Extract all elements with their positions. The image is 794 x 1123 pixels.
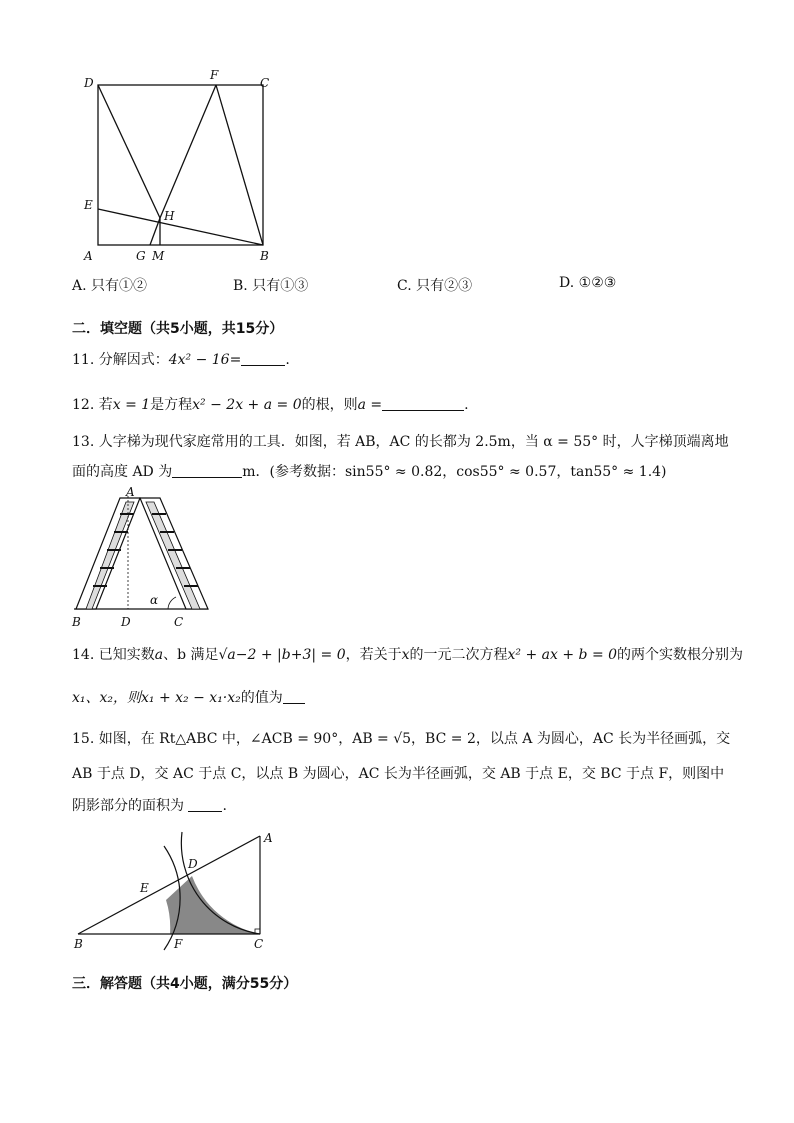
question-15-line1: 15. 如图，在 Rt△ABC 中，∠ACB = 90°，AB = √5，BC = 2，以点 A 为圆心，AC 长为半径画弧，交 — [72, 731, 731, 747]
label-e: E — [140, 881, 149, 895]
question-13-line2: 面的高度 AD 为 m．(参考数据：sin55° ≈ 0.82，cos55° ≈ 0.57，tan55° ≈ 1.4) — [72, 464, 667, 480]
label-f: F — [210, 68, 219, 82]
label-g: G — [136, 249, 146, 263]
label-d: D — [84, 76, 94, 90]
label-h: H — [164, 209, 175, 223]
question-14-line2: x₁、x₂，则x₁ + x₂ − x₁·x₂的值为 — [72, 688, 305, 708]
label-d: D — [188, 857, 198, 871]
option-d: D. ①②③ — [559, 275, 617, 291]
option-c: C. 只有②③ — [397, 278, 473, 294]
label-m: M — [152, 249, 165, 263]
label-f: F — [174, 937, 183, 951]
option-a: A. 只有①② — [72, 278, 148, 294]
label-a: A — [126, 485, 135, 499]
label-c: C — [260, 76, 270, 90]
square-figure — [78, 66, 278, 266]
question-14-line1: 14. 已知实数a、b 满足√a−2 + |b+3| = 0，若关于x的一元二次方程x² + ax + b = 0的两个实数根分别为 — [72, 647, 744, 663]
question-15-line2: AB 于点 D，交 AC 于点 C，以点 B 为圆心，AC 长为半径画弧，交 AB 于点 E，交 BC 于点 F，则图中 — [72, 766, 725, 782]
section2-title: 二．填空题（共5小题，共15分） — [72, 321, 284, 337]
label-c: C — [254, 937, 264, 951]
triangle-arc-figure — [70, 826, 280, 954]
question-11: 11. 分解因式：4x² − 16= . — [72, 352, 290, 368]
label-c: C — [174, 615, 184, 629]
question-15-line3: 阴影部分的面积为 . — [72, 798, 227, 814]
ladder-figure — [68, 484, 228, 629]
section3-title: 三．解答题（共4小题，满分55分） — [72, 976, 298, 992]
label-b: B — [260, 249, 269, 263]
label-b: B — [74, 937, 83, 951]
question-12: 12. 若x = 1是方程x² − 2x + a = 0的根，则a = . — [72, 397, 469, 413]
label-a: A — [84, 249, 93, 263]
label-d: D — [121, 615, 131, 629]
question-13-line1: 13. 人字梯为现代家庭常用的工具．如图，若 AB，AC 的长都为 2.5m，当 α = 55° 时，人字梯顶端离地 — [72, 434, 729, 450]
label-a: A — [264, 831, 273, 845]
option-b: B. 只有①③ — [233, 278, 309, 294]
label-e: E — [84, 198, 93, 212]
label-alpha: α — [150, 593, 159, 607]
label-b: B — [72, 615, 81, 629]
